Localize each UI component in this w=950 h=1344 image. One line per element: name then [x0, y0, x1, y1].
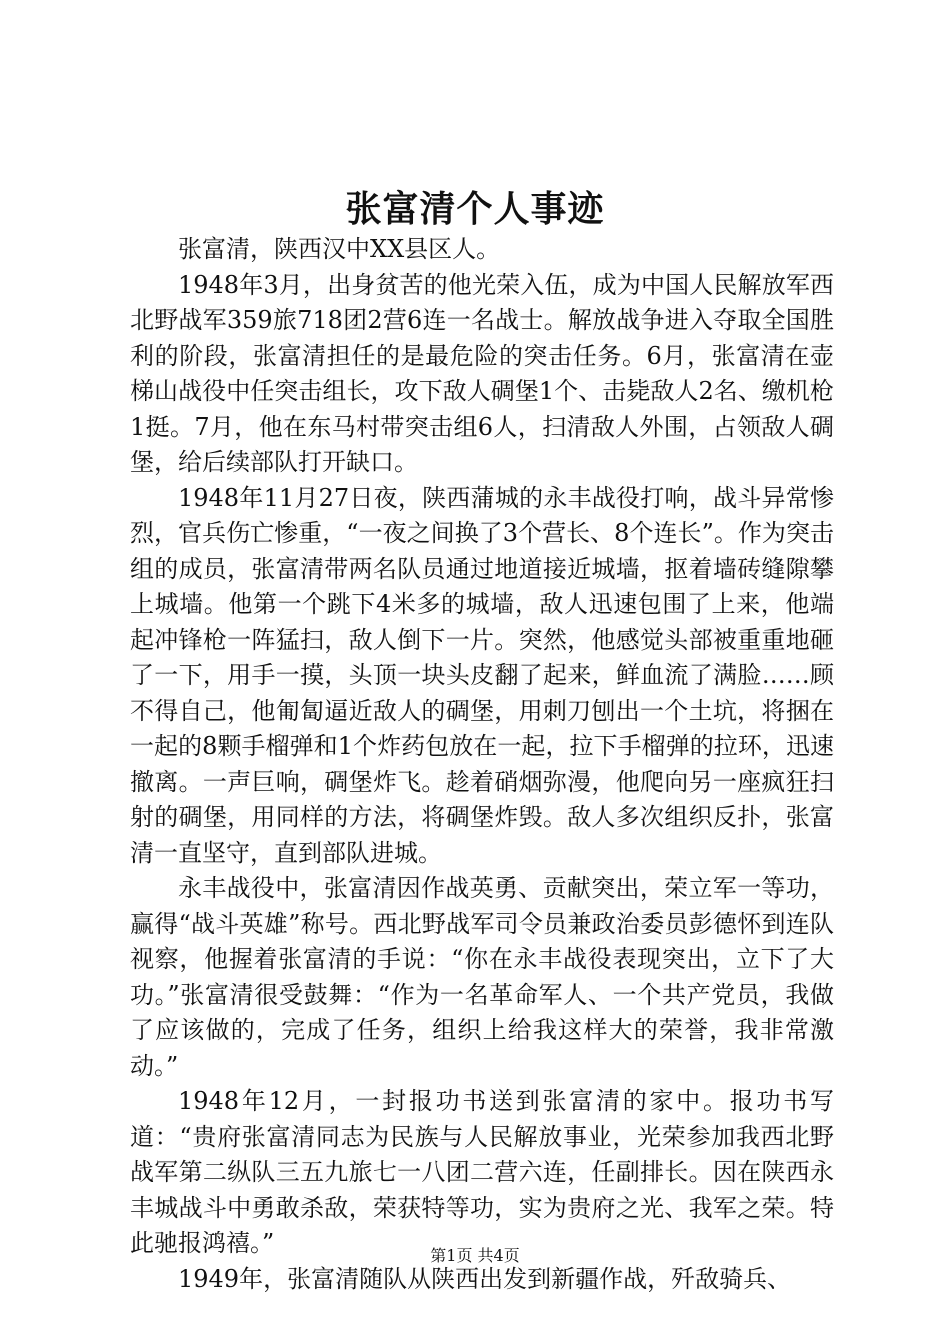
page-number-footer: 第1页 共4页 [430, 1246, 520, 1265]
paragraph-honor: 永丰战役中，张富清因作战英勇、贡献突出，荣立军一等功，赢得“战斗英雄”称号。西北野战军司令员兼政治委员彭德怀到连队视察，他握着张富清的手说：“你在永丰战役表现突出，立下了大功。”张富清很受鼓舞：“作为一名革命军人、一个共产党员，我做了应该做的，完成了任务，组织上给我这样大的荣誉，我非常激动。” [130, 874, 834, 1080]
paragraph-yongfeng-battle: 1948年11月27日夜，陕西蒲城的永丰战役打响，战斗异常惨烈，官兵伤亡惨重，“一夜之间换了3个营长、8个连长”。作为突击组的成员，张富清带两名队员通过地道接近城墙，抠着墙砖缝隙攀上城墙。他第一个跳下4米多的城墙，敌人迅速包围了上来，他端起冲锋枪一阵猛扫，敌人倒下一片。突然，他感觉头部被重重地砸了一下，用手一摸，头顶一块头皮翻了起来，鲜血流了满脸……顾不得自己，他匍匐逼近敌人的碉堡，用刺刀刨出一个土坑，将捆在一起的8颗手榴弹和1个炸药包放在一起，拉下手榴弹的拉环，迅速撤离。一声巨响，碉堡炸飞。趁着硝烟弥漫，他爬向另一座疯狂扫射的碉堡，用同样的方法，将碉堡炸毁。敌人多次组织反扑，张富清一直坚守，直到部队进城。 [130, 483, 834, 867]
paragraph-intro: 张富清，陕西汉中XX县区人。 [178, 235, 501, 263]
document-body [130, 232, 834, 1297]
paragraph-merit-letter: 1948年12月，一封报功书送到张富清的家中。报功书写道：“贵府张富清同志为民族与人民解放事业，光荣参加我西北野战军第二纵队三五九旅七一八团二营六连，任副排长。因在陕西永丰城战斗中勇敢杀敌，荣获特等功，实为贵府之光、我军之荣。特此驰报鸿禧。” [130, 1087, 834, 1257]
paragraph-enlistment: 1948年3月，出身贫苦的他光荣入伍，成为中国人民解放军西北野战军359旅718团2营6连一名战士。解放战争进入夺取全国胜利的阶段，张富清担任的是最危险的突击任务。6月，张富清在壶梯山战役中任突击组长，攻下敌人碉堡1个、击毙敌人2名、缴机枪1挺。7月，他在东马村带突击组6人，扫清敌人外围，占领敌人碉堡，给后续部队打开缺口。 [130, 270, 834, 476]
document-title: 张富清个人事迹 [345, 188, 605, 230]
paragraph-xinjiang: 1949年，张富清随队从陕西出发到新疆作战，歼敌骑兵、 [178, 1264, 792, 1293]
